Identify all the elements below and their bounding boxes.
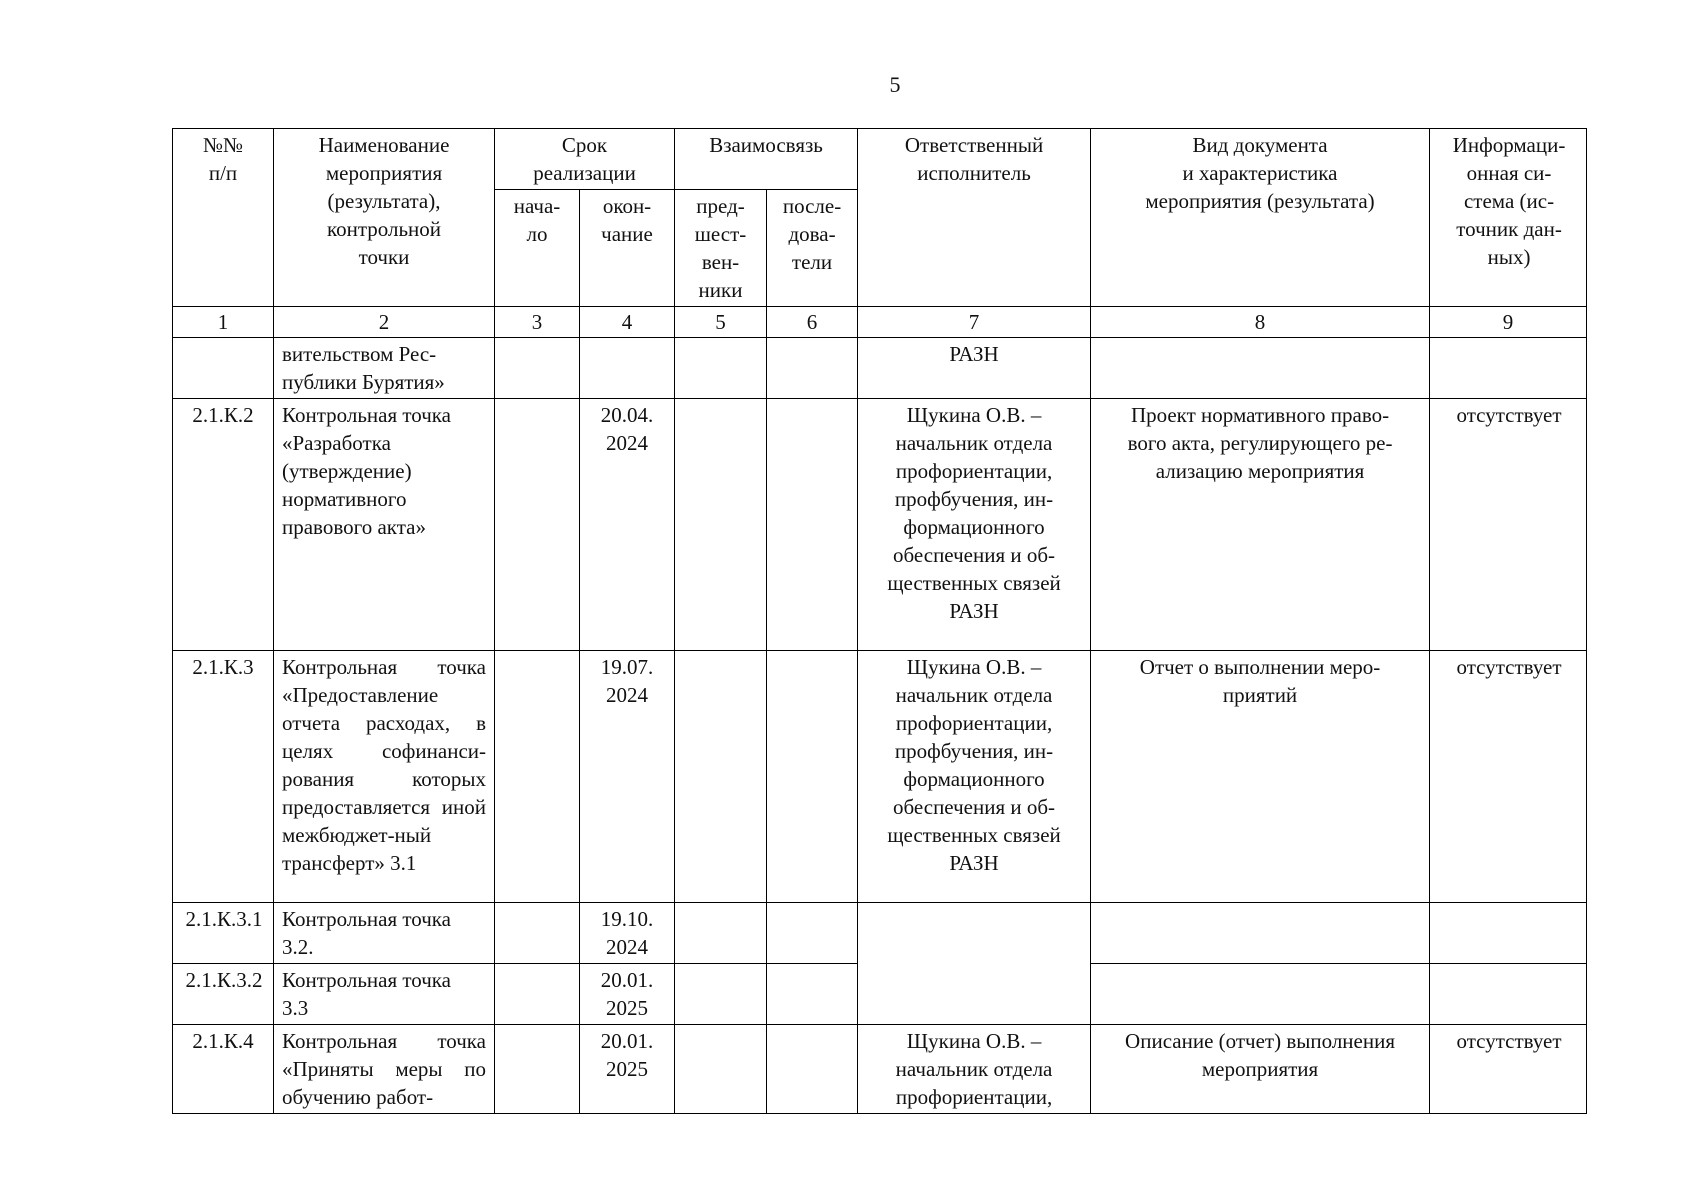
table-row <box>173 399 1587 651</box>
table-row <box>173 338 1587 399</box>
activity-plan-table <box>172 128 1587 1114</box>
cell-successors <box>767 651 858 903</box>
header-number <box>173 129 274 307</box>
cell-info-system: отсутствует <box>1430 1025 1587 1114</box>
cell-responsible: Щукина О.В. – начальник отдела профориентации, <box>858 1025 1091 1114</box>
header-info-system-text: Информаци- онная си- стема (ис- точник дан- ных) <box>1452 133 1566 269</box>
header-relation-text: Взаимосвязь <box>709 133 823 157</box>
cell-info-system <box>1430 338 1587 399</box>
cell-end: 20.04. 2024 <box>580 399 675 651</box>
header-term-end <box>580 190 675 307</box>
header-info-system <box>1430 129 1587 307</box>
cell-predecessors <box>675 338 767 399</box>
header-number-text: №№ п/п <box>202 133 244 185</box>
cell-start <box>495 964 580 1025</box>
cell-document <box>1091 338 1430 399</box>
column-number: 1 <box>173 307 274 338</box>
header-name <box>274 129 495 307</box>
column-number: 7 <box>858 307 1091 338</box>
table-row <box>173 1025 1587 1114</box>
header-document <box>1091 129 1430 307</box>
header-term-start <box>495 190 580 307</box>
cell-start <box>495 903 580 964</box>
cell-end: 19.10. 2024 <box>580 903 675 964</box>
column-number: 8 <box>1091 307 1430 338</box>
column-number: 4 <box>580 307 675 338</box>
cell-document <box>1091 964 1430 1025</box>
cell-name: Контрольная точка 3.2. <box>274 903 495 964</box>
header-term <box>495 129 675 190</box>
cell-id <box>173 338 274 399</box>
cell-predecessors <box>675 399 767 651</box>
header-relation <box>675 129 858 190</box>
cell-predecessors <box>675 964 767 1025</box>
cell-id: 2.1.К.3.1 <box>173 903 274 964</box>
cell-end: 20.01. 2025 <box>580 964 675 1025</box>
cell-end <box>580 338 675 399</box>
cell-name: вительством Рес- публики Бурятия» <box>274 338 495 399</box>
header-successors <box>767 190 858 307</box>
cell-successors <box>767 338 858 399</box>
cell-responsible: Щукина О.В. – начальник отдела профориентации, профбучения, ин- формационного обеспечения и об- щественных связей РАЗН <box>858 399 1091 651</box>
cell-responsible: РАЗН <box>858 338 1091 399</box>
cell-document <box>1091 903 1430 964</box>
header-term-text: Срок реализации <box>533 133 636 185</box>
cell-successors <box>767 399 858 651</box>
cell-predecessors <box>675 903 767 964</box>
column-number: 3 <box>495 307 580 338</box>
column-number: 9 <box>1430 307 1587 338</box>
cell-successors <box>767 1025 858 1114</box>
table-row <box>173 903 1587 964</box>
cell-id: 2.1.К.3 <box>173 651 274 903</box>
header-successors-text: после- дова- тели <box>782 194 842 274</box>
cell-document: Проект нормативного право- вого акта, регулирующего ре- ализацию мероприятия <box>1091 399 1430 651</box>
cell-end: 20.01. 2025 <box>580 1025 675 1114</box>
column-number: 2 <box>274 307 495 338</box>
cell-info-system: отсутствует <box>1430 399 1587 651</box>
header-predecessors <box>675 190 767 307</box>
cell-id: 2.1.К.2 <box>173 399 274 651</box>
header-responsible <box>858 129 1091 307</box>
header-name-text: Наименование мероприятия (результата), контрольной точки <box>318 133 450 269</box>
cell-info-system <box>1430 903 1587 964</box>
cell-document: Описание (отчет) выполнения мероприятия <box>1091 1025 1430 1114</box>
cell-successors <box>767 903 858 964</box>
cell-responsible: Щукина О.В. – начальник отдела профориентации, профбучения, ин- формационного обеспечения и об- щественных связей РАЗН <box>858 651 1091 903</box>
table-header <box>173 129 1587 307</box>
cell-name: Контрольная точка 3.3 <box>274 964 495 1025</box>
cell-start <box>495 651 580 903</box>
cell-info-system <box>1430 964 1587 1025</box>
cell-document: Отчет о выполнении меро- приятий <box>1091 651 1430 903</box>
cell-responsible <box>858 903 1091 1025</box>
cell-predecessors <box>675 1025 767 1114</box>
cell-name: Контрольная точка «Разработка (утверждение) нормативного правового акта» <box>274 399 495 651</box>
cell-end: 19.07. 2024 <box>580 651 675 903</box>
cell-predecessors <box>675 651 767 903</box>
cell-name: Контрольная точка «Приняты меры по обучению работ- <box>274 1025 495 1114</box>
header-term-end-text: окон- чание <box>601 194 653 246</box>
header-predecessors-text: пред- шест- вен- ники <box>694 194 747 302</box>
table-row <box>173 651 1587 903</box>
column-number: 6 <box>767 307 858 338</box>
cell-start <box>495 399 580 651</box>
header-document-text: Вид документа и характеристика мероприятия (результата) <box>1145 133 1375 213</box>
header-responsible-text: Ответственный исполнитель <box>904 133 1044 185</box>
cell-start <box>495 1025 580 1114</box>
cell-id: 2.1.К.3.2 <box>173 964 274 1025</box>
header-term-start-text: нача- ло <box>513 194 561 246</box>
cell-info-system: отсутствует <box>1430 651 1587 903</box>
cell-successors <box>767 964 858 1025</box>
column-numbers-row <box>173 307 1587 338</box>
page-number: 5 <box>889 72 901 97</box>
cell-start <box>495 338 580 399</box>
cell-id: 2.1.К.4 <box>173 1025 274 1114</box>
cell-name: Контрольная точка «Предоставление отчета расходах, в целях софинанси-рования которых предоставляется иной межбюджет-ный трансферт» 3.1 <box>274 651 495 903</box>
column-number: 5 <box>675 307 767 338</box>
